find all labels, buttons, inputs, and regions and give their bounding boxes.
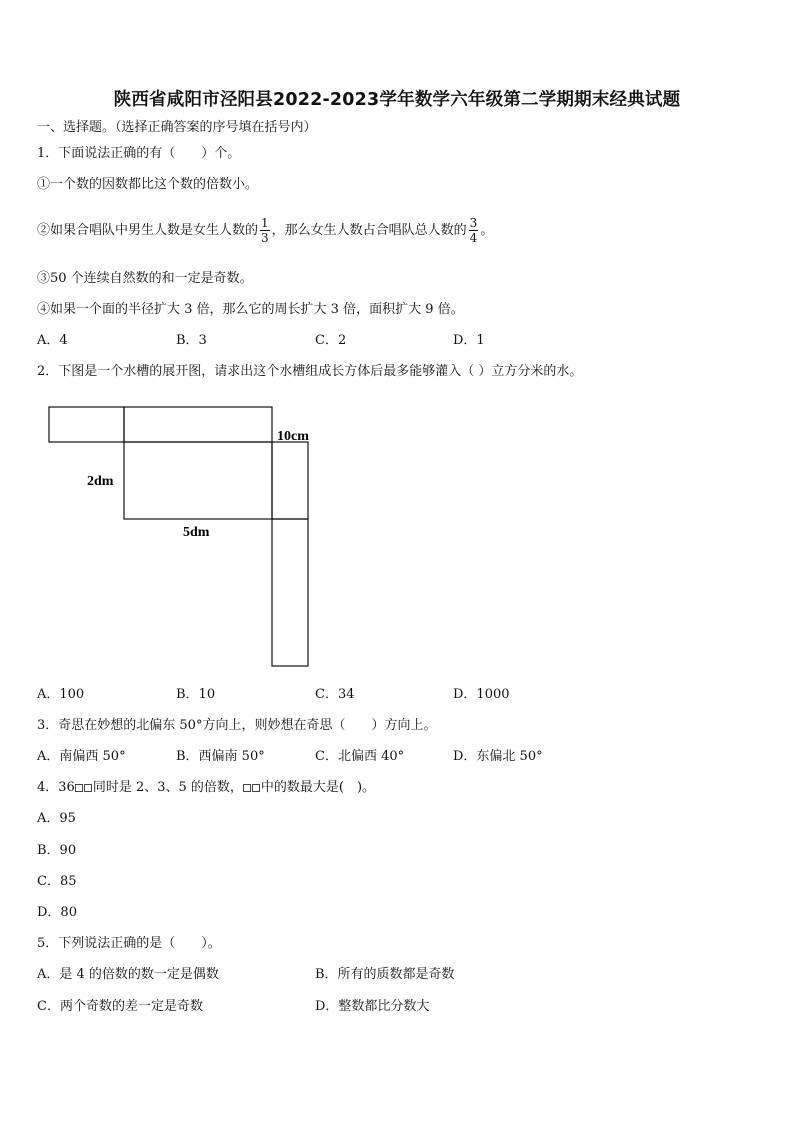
q2-option-d[interactable]: D．1000 (453, 687, 510, 702)
blank-box-icon (252, 784, 260, 792)
q1-statement-2-part-a: ②如果合唱队中男生人数是女生人数的 (37, 223, 259, 238)
q3-stem: 3．奇思在妙想的北偏东 50°方向上，则妙想在奇思（ ）方向上。 (37, 718, 437, 733)
q1-statement-2-part-b: ，那么女生人数占合唱队总人数的 (271, 223, 467, 238)
net-top-side-face (124, 407, 272, 442)
blank-box-icon (75, 784, 83, 792)
label-5dm: 5dm (183, 525, 210, 540)
q1-statement-3: ③50 个连续自然数的和一定是奇数。 (37, 271, 253, 286)
q1-option-c[interactable]: C．2 (315, 333, 347, 348)
net-bottom-face (124, 442, 272, 519)
label-10cm: 10cm (277, 429, 309, 444)
q1-stem: 1．下面说法正确的有（ ）个。 (37, 146, 241, 161)
label-2dm: 2dm (87, 474, 114, 489)
q5-option-c[interactable]: C．两个奇数的差一定是奇数 (37, 999, 203, 1014)
q3-option-a[interactable]: A．南偏西 50° (37, 749, 126, 764)
q4-stem-part-c: 中的数最大是( )。 (260, 780, 376, 795)
q5-stem: 5．下列说法正确的是（ ）。 (37, 936, 221, 951)
q5-option-a[interactable]: A．是 4 的倍数的数一定是偶数 (37, 967, 219, 982)
q3-option-b[interactable]: B．西偏南 50° (176, 749, 265, 764)
q1-statement-1: ①一个数的因数都比这个数的倍数小。 (37, 177, 259, 192)
net-right-side-face (272, 442, 308, 519)
q2-stem: 2．下图是一个水槽的展开图，请求出这个水槽组成长方体后最多能够灌入（ ）立方分米的水。 (37, 364, 583, 379)
q2-option-b[interactable]: B．10 (176, 687, 216, 702)
q4-option-a[interactable]: A．95 (37, 811, 76, 826)
net-front-side-face (272, 519, 308, 666)
q4-option-b[interactable]: B．90 (37, 843, 77, 858)
q5-option-d[interactable]: D．整数都比分数大 (315, 999, 430, 1014)
blank-box-icon (243, 784, 251, 792)
q1-option-d[interactable]: D．1 (453, 333, 485, 348)
q1-option-b[interactable]: B．3 (176, 333, 207, 348)
blank-box-icon (84, 784, 92, 792)
q4-stem-part-a: 4．36 (37, 780, 75, 795)
q4-option-d[interactable]: D．80 (37, 905, 77, 920)
q1-option-a[interactable]: A．4 (37, 333, 68, 348)
net-left-side-face (49, 407, 124, 442)
q2-option-c[interactable]: C．34 (315, 687, 355, 702)
fraction-numerator: 3 (469, 216, 478, 230)
q4-option-c[interactable]: C．85 (37, 874, 77, 889)
page-title: 陕西省咸阳市泾阳县2022-2023学年数学六年级第二学期期末经典试题 (113, 90, 681, 110)
q3-option-c[interactable]: C．北偏西 40° (315, 749, 405, 764)
fraction-denominator: 3 (261, 231, 269, 245)
fraction-numerator: 1 (261, 216, 269, 230)
section-heading: 一、选择题。（选择正确答案的序号填在括号内） (37, 120, 317, 135)
q1-statement-4: ④如果一个面的半径扩大 3 倍，那么它的周长扩大 3 倍，面积扩大 9 倍。 (37, 302, 464, 317)
q4-stem (37, 780, 375, 796)
q4-stem-part-b: 同时是 2、3、5 的倍数， (92, 780, 243, 795)
q2-option-a[interactable]: A．100 (37, 687, 85, 702)
q5-option-b[interactable]: B．所有的质数都是奇数 (315, 967, 455, 982)
q3-option-d[interactable]: D．东偏北 50° (453, 749, 543, 764)
q1-statement-2-part-c: 。 (480, 223, 494, 238)
fraction-denominator: 4 (469, 231, 478, 245)
